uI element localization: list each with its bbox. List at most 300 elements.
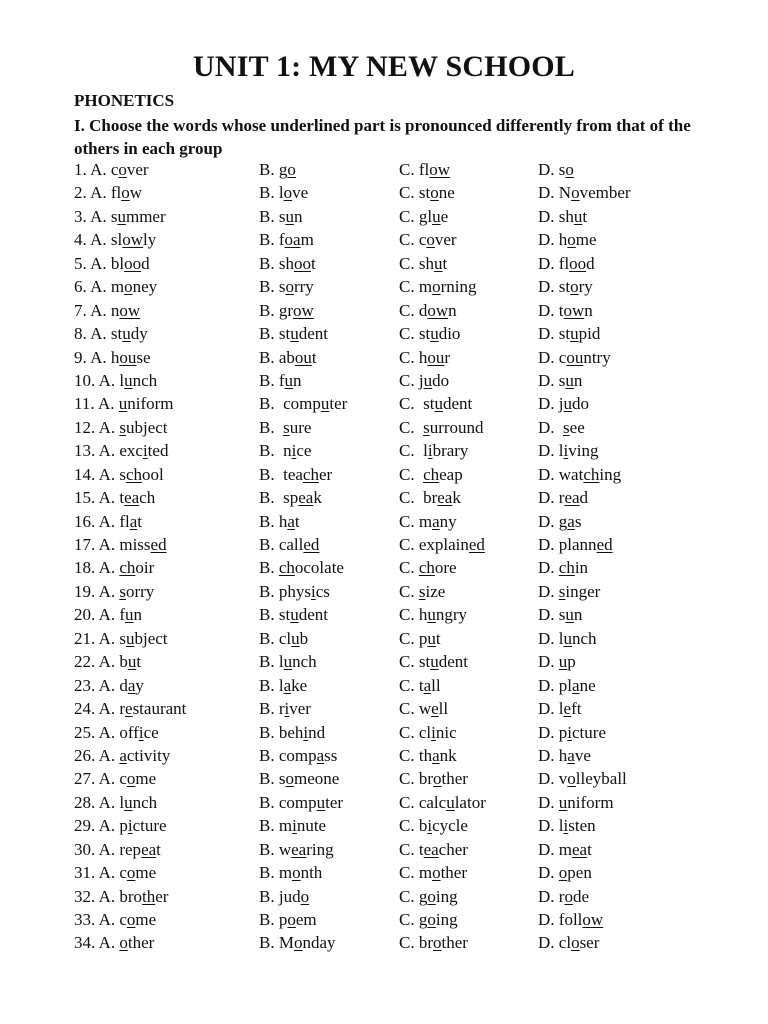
question-number: 34. — [74, 933, 99, 953]
option-a — [74, 277, 157, 297]
option-d — [538, 394, 589, 414]
option-word: slowly — [110, 230, 157, 250]
option-b — [259, 160, 296, 180]
option-letter: C. — [399, 745, 419, 765]
option-letter: B. — [259, 230, 279, 250]
option-letter: B. — [259, 769, 279, 789]
option-letter: D. — [538, 558, 559, 578]
option-word: judo — [418, 370, 450, 390]
option-word: come — [119, 769, 157, 789]
underlined-part: ed — [468, 535, 485, 554]
option-a — [74, 324, 148, 344]
question-row — [74, 676, 734, 699]
option-letter: A. — [98, 511, 120, 531]
option-word: size — [418, 581, 446, 601]
option-word: summer — [110, 206, 166, 226]
question-row — [74, 933, 734, 956]
option-letter: D. — [538, 347, 559, 367]
option-word: sure — [283, 417, 312, 437]
option-b — [259, 582, 330, 602]
option-word: down — [418, 300, 457, 320]
question-row — [74, 348, 734, 371]
option-c — [399, 230, 457, 250]
option-word: behind — [278, 722, 326, 742]
option-letter: A. — [98, 675, 120, 695]
option-letter: D. — [538, 324, 559, 344]
underlined-part: o — [433, 769, 442, 789]
option-word: judo — [278, 886, 310, 906]
underlined-part: o — [287, 160, 296, 179]
option-a — [74, 910, 156, 930]
option-word: going — [418, 886, 458, 906]
option-word: love — [278, 183, 309, 203]
underlined-part: o — [293, 933, 303, 953]
option-a — [74, 699, 186, 719]
option-d — [538, 277, 593, 297]
option-word: now — [110, 300, 141, 320]
option-letter: C. — [399, 605, 419, 625]
underlined-part: u — [434, 394, 443, 414]
option-c — [399, 465, 463, 485]
option-letter: D. — [538, 722, 559, 742]
underlined-part: ow — [119, 300, 141, 320]
option-letter: B. — [259, 558, 279, 578]
option-letter: D. — [538, 652, 559, 672]
option-letter: B. — [259, 183, 279, 203]
underlined-part: ch — [119, 558, 136, 578]
option-b — [259, 348, 317, 368]
option-c — [399, 183, 455, 203]
underlined-part: u — [563, 394, 573, 414]
option-letter: A. — [98, 839, 120, 859]
option-letter: C. — [399, 253, 419, 273]
option-b — [259, 723, 325, 743]
option-word: subject — [119, 417, 168, 437]
underlined-part: o — [300, 886, 310, 906]
option-word: follow — [558, 910, 604, 929]
option-letter: D. — [538, 628, 559, 648]
underlined-part: i — [303, 722, 309, 742]
question-number: 2. — [74, 183, 91, 203]
option-a — [74, 394, 174, 414]
underlined-part: a — [567, 511, 575, 531]
question-row — [74, 629, 734, 652]
question-number: 5. — [74, 253, 91, 273]
question-row — [74, 605, 734, 628]
underlined-part: s — [119, 417, 126, 437]
option-b — [259, 746, 337, 766]
option-word: read — [558, 488, 589, 508]
option-word: computer — [283, 394, 348, 414]
option-c — [399, 371, 449, 391]
question-number: 28. — [74, 792, 99, 812]
underlined-part: ea — [423, 839, 439, 859]
option-b — [259, 793, 343, 813]
option-letter: B. — [259, 160, 279, 179]
option-letter: B. — [259, 628, 279, 648]
option-b — [259, 371, 302, 391]
option-letter: A. — [98, 722, 120, 742]
option-b — [259, 699, 311, 719]
option-word: put — [418, 628, 441, 648]
option-d — [538, 746, 591, 766]
option-c — [399, 488, 461, 508]
option-letter: A. — [98, 370, 120, 390]
underlined-part: oo — [569, 253, 587, 273]
option-letter: C. — [399, 886, 419, 906]
underlined-part: ea — [564, 488, 580, 508]
option-d — [538, 676, 596, 696]
question-row — [74, 699, 734, 722]
option-c — [399, 816, 468, 836]
option-word: sun — [558, 370, 583, 390]
option-d — [538, 887, 589, 907]
option-a — [74, 863, 156, 883]
option-c — [399, 394, 472, 414]
question-row — [74, 465, 734, 488]
option-word: grow — [278, 300, 314, 320]
option-letter: D. — [538, 933, 559, 953]
question-number: 12. — [74, 417, 99, 437]
option-word: country — [558, 347, 611, 367]
question-row — [74, 723, 734, 746]
option-word: shoot — [278, 253, 316, 273]
underlined-part: ch — [418, 558, 435, 578]
underlined-part: ch — [583, 464, 600, 484]
underlined-part: o — [567, 230, 576, 250]
underlined-part: i — [284, 699, 290, 719]
question-row — [74, 488, 734, 511]
option-letter: C. — [399, 910, 419, 929]
question-row — [74, 441, 734, 464]
option-letter: B. — [259, 792, 279, 812]
option-letter: B. — [259, 347, 279, 367]
underlined-part: o — [126, 863, 136, 883]
underlined-part: i — [563, 816, 569, 836]
option-word: shut — [558, 206, 588, 226]
option-word: Monday — [278, 933, 336, 953]
option-word: chore — [418, 558, 457, 578]
option-word: judo — [558, 394, 590, 414]
question-number: 30. — [74, 839, 99, 859]
option-d — [538, 324, 600, 344]
option-d — [538, 933, 599, 953]
underlined-part: s — [119, 581, 126, 601]
underlined-part: u — [290, 324, 299, 344]
option-word: gas — [558, 511, 582, 531]
option-word: fun — [119, 605, 143, 625]
underlined-part: ea — [291, 839, 307, 859]
option-c — [399, 512, 457, 532]
option-a — [74, 301, 140, 321]
question-row — [74, 769, 734, 792]
option-letter: A. — [90, 230, 111, 250]
question-number: 15. — [74, 488, 99, 508]
question-row — [74, 254, 734, 277]
option-letter: C. — [399, 816, 419, 836]
option-word: cover — [418, 230, 457, 250]
option-letter: B. — [259, 394, 284, 414]
option-word: office — [119, 722, 159, 742]
option-b — [259, 254, 316, 274]
option-letter: C. — [399, 206, 419, 226]
option-letter: A. — [98, 863, 120, 883]
option-a — [74, 441, 168, 461]
question-row — [74, 840, 734, 863]
underlined-part: ou — [427, 347, 445, 367]
option-word: go — [278, 160, 296, 179]
question-number: 23. — [74, 675, 99, 695]
underlined-part: u — [125, 605, 134, 625]
underlined-part: o — [285, 277, 294, 297]
option-b — [259, 207, 302, 227]
option-word: so — [558, 160, 574, 179]
option-c — [399, 793, 486, 813]
underlined-part: ed — [596, 535, 613, 554]
option-letter: A. — [98, 441, 120, 461]
option-c — [399, 160, 450, 180]
option-letter: D. — [538, 464, 559, 484]
option-a — [74, 348, 151, 368]
option-letter: C. — [399, 511, 419, 531]
question-row — [74, 558, 734, 581]
underlined-part: th — [142, 886, 156, 906]
option-word: computer — [278, 792, 344, 812]
option-d — [538, 582, 600, 602]
question-row — [74, 301, 734, 324]
option-letter: B. — [259, 863, 279, 883]
option-b — [259, 465, 332, 485]
option-a — [74, 230, 156, 250]
option-word: river — [278, 699, 311, 719]
question-row — [74, 863, 734, 886]
question-row — [74, 793, 734, 816]
option-word: month — [278, 863, 323, 883]
option-d — [538, 769, 627, 789]
option-word: closer — [558, 933, 600, 953]
underlined-part: u — [127, 652, 137, 672]
option-c — [399, 840, 468, 860]
option-letter: A. — [98, 535, 120, 554]
option-letter: B. — [259, 535, 279, 554]
option-letter: B. — [259, 675, 279, 695]
option-word: picture — [558, 722, 606, 742]
section-heading: PHONETICS — [74, 91, 175, 110]
option-letter: A. — [98, 581, 120, 601]
option-c — [399, 910, 458, 930]
option-word: flood — [558, 253, 595, 273]
option-letter: D. — [538, 675, 559, 695]
option-b — [259, 441, 311, 461]
option-letter: B. — [259, 441, 284, 461]
question-row — [74, 887, 734, 910]
option-letter: C. — [399, 863, 419, 883]
option-d — [538, 558, 588, 578]
option-word: missed — [119, 535, 167, 554]
option-letter: C. — [399, 417, 424, 437]
option-letter: D. — [538, 745, 559, 765]
option-word: school — [119, 464, 164, 484]
option-b — [259, 840, 334, 860]
question-row — [74, 535, 734, 558]
option-word: speak — [283, 488, 322, 508]
option-word: shut — [418, 253, 448, 273]
underlined-part: a — [432, 511, 440, 531]
option-letter: C. — [399, 839, 419, 859]
option-word: bicycle — [418, 816, 468, 836]
option-c — [399, 699, 448, 719]
option-word: other — [119, 933, 155, 953]
option-d — [538, 723, 606, 743]
option-a — [74, 605, 142, 625]
option-word: sorry — [278, 277, 314, 297]
option-c — [399, 348, 450, 368]
option-word: cover — [110, 160, 149, 179]
option-letter: C. — [399, 230, 419, 250]
option-d — [538, 652, 576, 672]
option-letter: A. — [98, 769, 120, 789]
underlined-part: o — [427, 910, 436, 929]
option-letter: C. — [399, 558, 419, 578]
underlined-part: u — [285, 206, 294, 226]
option-letter: B. — [259, 605, 279, 625]
option-b — [259, 558, 344, 578]
option-word: someone — [278, 769, 340, 789]
underlined-part: a — [127, 675, 136, 695]
option-letter: C. — [399, 675, 419, 695]
option-b — [259, 277, 314, 297]
question-number: 11. — [74, 394, 98, 414]
option-word: hungry — [418, 605, 468, 625]
option-word: rode — [558, 886, 589, 906]
option-letter: C. — [399, 792, 419, 812]
option-letter: B. — [259, 910, 279, 929]
underlined-part: ea — [437, 488, 453, 508]
underlined-part: u — [573, 206, 583, 226]
option-a — [74, 371, 157, 391]
underlined-part: o — [283, 183, 293, 203]
option-word: going — [418, 910, 458, 929]
option-word: surround — [423, 417, 484, 437]
underlined-part: ea — [572, 839, 588, 859]
underlined-part: o — [427, 886, 436, 906]
option-letter: B. — [259, 300, 279, 320]
option-letter: C. — [399, 769, 419, 789]
underlined-part: s — [418, 581, 426, 601]
option-b — [259, 629, 308, 649]
option-d — [538, 793, 614, 813]
underlined-part: u — [427, 628, 436, 648]
option-c — [399, 535, 485, 555]
option-letter: D. — [538, 206, 559, 226]
option-d — [538, 348, 611, 368]
option-word: chin — [558, 558, 589, 578]
underlined-part: ed — [150, 535, 167, 554]
option-letter: D. — [538, 417, 564, 437]
option-letter: D. — [538, 183, 559, 203]
option-letter: B. — [259, 511, 279, 531]
option-a — [74, 488, 155, 508]
question-list — [74, 160, 734, 957]
option-c — [399, 887, 458, 907]
option-word: listen — [558, 816, 596, 836]
underlined-part: ea — [298, 488, 314, 508]
option-letter: A. — [90, 347, 111, 367]
option-word: hat — [278, 511, 300, 531]
option-letter: A. — [98, 417, 120, 437]
option-word: calculator — [418, 792, 486, 812]
option-letter: A. — [90, 300, 111, 320]
underlined-part: o — [564, 886, 573, 906]
option-letter: D. — [538, 394, 559, 414]
option-word: glue — [418, 206, 449, 226]
option-letter: B. — [259, 839, 279, 859]
option-letter: C. — [399, 300, 419, 320]
option-word: open — [558, 863, 592, 883]
question-number: 18. — [74, 558, 99, 578]
underlined-part: u — [558, 652, 568, 672]
option-c — [399, 418, 484, 438]
option-word: left — [558, 699, 582, 719]
option-word: sun — [558, 605, 583, 625]
underlined-part: e — [125, 699, 133, 719]
option-letter: D. — [538, 816, 559, 836]
underlined-part: a — [119, 745, 127, 765]
underlined-part: o — [124, 277, 133, 297]
option-letter: C. — [399, 933, 419, 953]
question-row — [74, 277, 734, 300]
option-word: meat — [558, 839, 592, 859]
underlined-part: o — [432, 863, 441, 883]
question-number: 10. — [74, 370, 99, 390]
underlined-part: u — [316, 792, 326, 812]
option-word: day — [119, 675, 144, 695]
option-letter: A. — [90, 277, 111, 297]
option-word: poem — [278, 910, 317, 929]
option-word: fun — [278, 370, 302, 390]
option-letter: D. — [538, 863, 559, 883]
underlined-part: oa — [284, 230, 301, 250]
option-b — [259, 863, 322, 883]
option-word: called — [278, 535, 320, 554]
option-word: physics — [278, 581, 330, 601]
underlined-part: i — [292, 816, 297, 836]
option-letter: B. — [259, 581, 279, 601]
option-word: plane — [558, 675, 596, 695]
underlined-part: u — [423, 370, 433, 390]
underlined-part: ch — [125, 464, 143, 484]
option-b — [259, 769, 339, 789]
option-c — [399, 324, 460, 344]
option-a — [74, 769, 156, 789]
option-word: club — [278, 628, 309, 648]
option-letter: B. — [259, 206, 279, 226]
option-a — [74, 582, 154, 602]
question-number: 1. — [74, 160, 91, 179]
option-letter: B. — [259, 464, 284, 484]
option-letter: B. — [259, 816, 279, 836]
option-b — [259, 676, 307, 696]
underlined-part: u — [558, 792, 568, 812]
option-word: nice — [283, 441, 312, 461]
option-word: lunch — [119, 792, 158, 812]
option-a — [74, 816, 167, 836]
underlined-part: u — [563, 628, 573, 648]
underlined-part: u — [118, 394, 128, 414]
option-a — [74, 933, 154, 953]
question-number: 17. — [74, 535, 99, 554]
underlined-part: o — [292, 863, 301, 883]
